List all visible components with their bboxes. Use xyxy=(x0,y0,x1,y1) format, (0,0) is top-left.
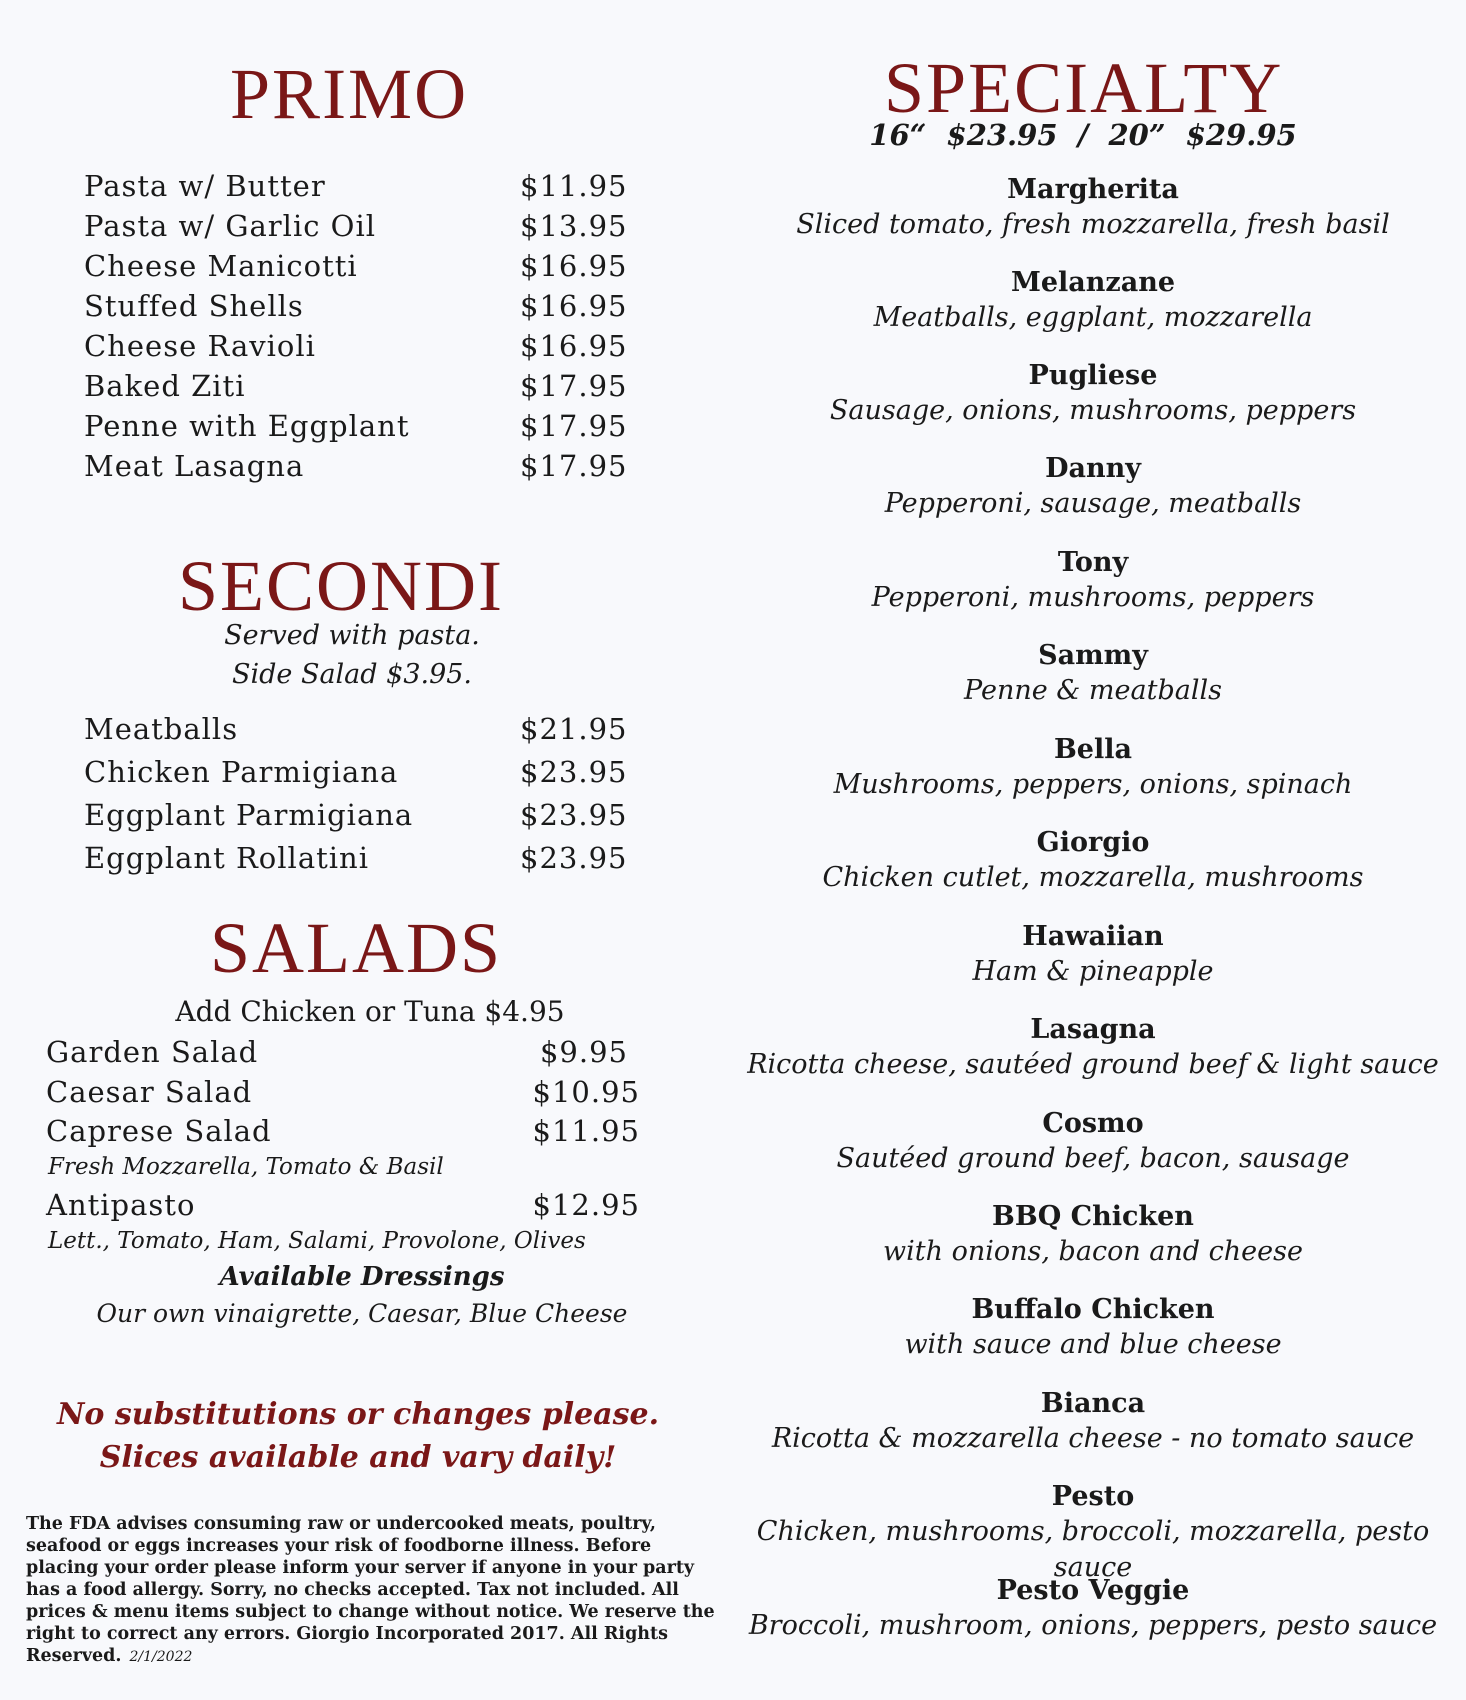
pizza-name: BBQ Chicken xyxy=(992,1201,1194,1232)
pizza-name: Pesto xyxy=(1051,1481,1135,1512)
pizza-name: Bianca xyxy=(1040,1388,1146,1419)
secondi-note-line1: Served with pasta. xyxy=(224,620,480,651)
item-price: $23.95 xyxy=(520,841,628,875)
pizza-description: Sausage, onions, mushrooms, peppers xyxy=(829,395,1357,426)
item-name: Antipasto xyxy=(46,1188,196,1222)
secondi-note-line2: Side Salad $3.95. xyxy=(231,659,473,690)
pizza-item xyxy=(720,639,1466,709)
pizza-name: Bella xyxy=(1053,734,1132,765)
item-name: Stuffed Shells xyxy=(84,289,304,323)
fda-disclaimer xyxy=(26,1513,716,1668)
pizza-item xyxy=(720,452,1466,522)
item-name: Garden Salad xyxy=(46,1035,259,1069)
primo-title: PRIMO xyxy=(230,54,469,134)
pizza-item xyxy=(720,173,1466,243)
pizza-description: Chicken, mushrooms, broccoli, mozzarella, pesto sauce xyxy=(756,1516,1430,1583)
pizza-description: Chicken cutlet, mozzarella, mushrooms xyxy=(822,862,1364,893)
pizza-description: with sauce and blue cheese xyxy=(904,1329,1282,1360)
salads-title: SALADS xyxy=(210,908,503,988)
pizza-name: Hawaiian xyxy=(1022,921,1164,952)
item-price: $12.95 xyxy=(532,1188,640,1222)
pizza-item xyxy=(720,1574,1466,1644)
salads-add-on: Add Chicken or Tuna $4.95 xyxy=(175,995,565,1028)
pizza-item xyxy=(720,1387,1466,1457)
item-price: $17.95 xyxy=(520,449,628,483)
item-price: $11.95 xyxy=(520,169,628,203)
dressings-heading: Available Dressings xyxy=(219,1262,505,1292)
item-price: $11.95 xyxy=(532,1114,640,1148)
item-price: $16.95 xyxy=(520,289,628,323)
item-name: Eggplant Rollatini xyxy=(84,841,369,875)
item-name: Cheese Manicotti xyxy=(84,249,358,283)
item-price: $17.95 xyxy=(520,409,628,443)
item-name: Caprese Salad xyxy=(46,1114,272,1148)
pizza-description: Sautéed ground beef, bacon, sausage xyxy=(836,1143,1350,1174)
size-prices: 16“ $23.95 / 20” $29.95 xyxy=(869,118,1297,152)
item-price: $16.95 xyxy=(520,329,628,363)
pizza-item xyxy=(720,1200,1466,1270)
item-price: $16.95 xyxy=(520,249,628,283)
dressings-list: Our own vinaigrette, Caesar, Blue Cheese xyxy=(96,1299,628,1328)
pizza-description: Pepperoni, mushrooms, peppers xyxy=(871,582,1315,613)
item-price: $17.95 xyxy=(520,369,628,403)
pizza-description: Broccoli, mushroom, onions, peppers, pesto sauce xyxy=(748,1610,1438,1641)
item-description: Fresh Mozzarella, Tomato & Basil xyxy=(48,1154,444,1180)
item-price: $23.95 xyxy=(520,798,628,832)
item-name: Chicken Parmigiana xyxy=(84,755,399,789)
item-name: Meatballs xyxy=(84,712,239,746)
pizza-name: Giorgio xyxy=(1036,827,1150,858)
pizza-name: Buffalo Chicken xyxy=(971,1294,1215,1325)
pizza-description: Penne & meatballs xyxy=(964,675,1222,706)
pizza-description: Meatballs, eggplant, mozzarella xyxy=(873,302,1313,333)
pizza-name: Tony xyxy=(1057,547,1129,578)
pizza-item xyxy=(720,826,1466,896)
pizza-name: Melanzane xyxy=(1010,267,1176,298)
item-name: Pasta w/ Garlic Oil xyxy=(84,209,377,243)
pizza-name: Pesto Veggie xyxy=(996,1575,1190,1606)
pizza-name: Sammy xyxy=(1038,640,1148,671)
pizza-description: Mushrooms, peppers, onions, spinach xyxy=(833,769,1353,800)
specialty-title: SPECIALTY xyxy=(884,48,1284,128)
pizza-description: with onions, bacon and cheese xyxy=(883,1236,1303,1267)
pizza-item xyxy=(720,1013,1466,1083)
pizza-description: Sliced tomato, fresh mozzarella, fresh basil xyxy=(796,209,1390,240)
item-name: Eggplant Parmigiana xyxy=(84,798,414,832)
item-name: Pasta w/ Butter xyxy=(84,169,326,203)
pizza-name: Cosmo xyxy=(1042,1108,1144,1139)
right-column xyxy=(720,0,1466,1700)
pizza-description: Pepperoni, sausage, meatballs xyxy=(884,488,1302,519)
pizza-item xyxy=(720,1107,1466,1177)
pizza-item xyxy=(720,733,1466,803)
pizza-name: Pugliese xyxy=(1028,360,1158,391)
item-price: $10.95 xyxy=(532,1075,640,1109)
pizza-item xyxy=(720,1480,1466,1586)
pizza-item xyxy=(720,266,1466,336)
item-name: Caesar Salad xyxy=(46,1075,253,1109)
pizza-description: Ricotta cheese, sautéed ground beef & light sauce xyxy=(747,1049,1439,1080)
disclaimer-text: The FDA advises consuming raw or undercooked meats, poultry, seafood or eggs increases your risk of foodborne illness. Before placing your order please inform your server if anyone in your party has a food allergy. Sorry, no checks accepted. Tax not included. All prices & menu items subject to change without notice. We reserve the right to correct any errors. Giorgio Incorporated 2017. All Rights Reserved. xyxy=(26,1514,715,1666)
item-description: Lett., Tomato, Ham, Salami, Provolone, Olives xyxy=(48,1228,586,1254)
item-name: Cheese Ravioli xyxy=(84,329,316,363)
pizza-name: Margherita xyxy=(1007,174,1179,205)
notice-line2: Slices available and vary daily! xyxy=(99,1440,617,1475)
pizza-name: Lasagna xyxy=(1030,1014,1156,1045)
item-name: Baked Ziti xyxy=(84,369,246,403)
pizza-name: Danny xyxy=(1045,453,1141,484)
item-price: $9.95 xyxy=(539,1035,628,1069)
item-name: Meat Lasagna xyxy=(84,449,305,483)
pizza-item xyxy=(720,1293,1466,1363)
disclaimer-date: 2/1/2022 xyxy=(129,1649,193,1665)
item-price: $21.95 xyxy=(520,712,628,746)
item-price: $23.95 xyxy=(520,755,628,789)
pizza-item xyxy=(720,920,1466,990)
pizza-description: Ricotta & mozzarella cheese - no tomato sauce xyxy=(771,1423,1415,1454)
notice-line1: No substitutions or changes please. xyxy=(56,1397,660,1432)
pizza-item xyxy=(720,546,1466,616)
secondi-title: SECONDI xyxy=(178,546,505,626)
pizza-item xyxy=(720,359,1466,429)
item-price: $13.95 xyxy=(520,209,628,243)
pizza-description: Ham & pineapple xyxy=(972,956,1214,987)
left-column xyxy=(0,0,720,1700)
item-name: Penne with Eggplant xyxy=(84,409,410,443)
